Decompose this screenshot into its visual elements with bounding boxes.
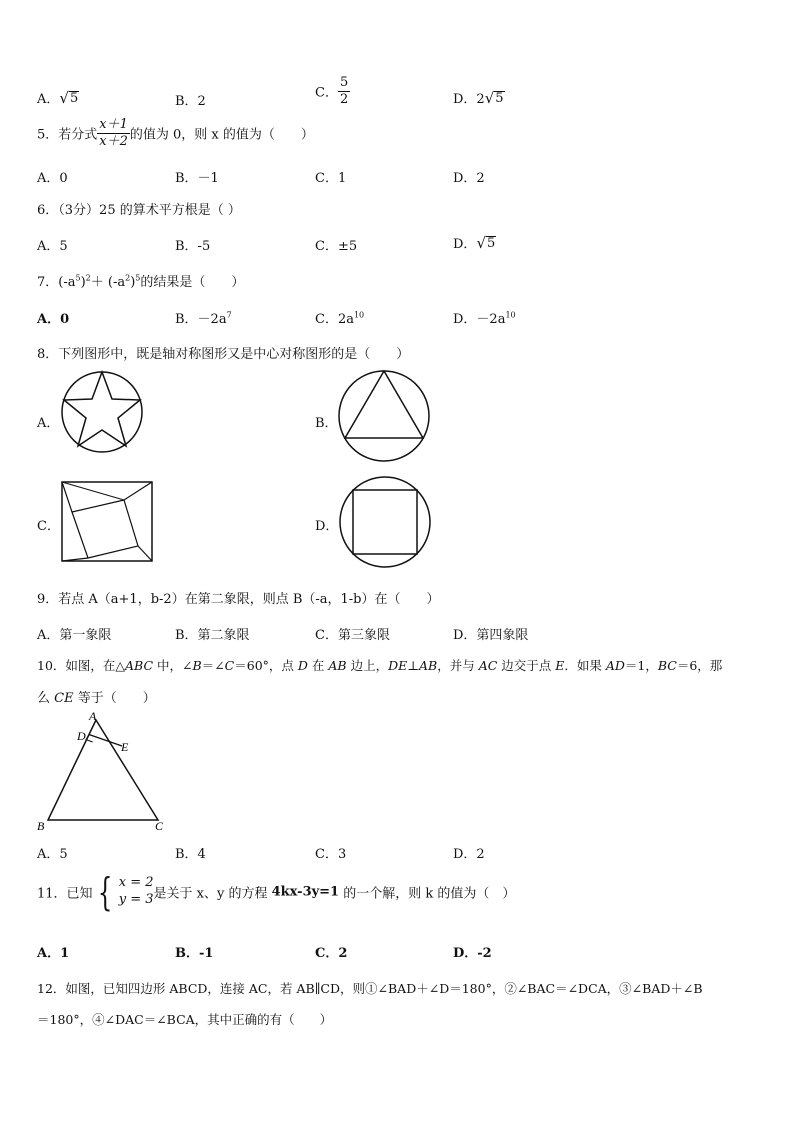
q8-stem: 8．下列图形中，既是轴对称图形又是中心对称图形的是（ ） [37, 347, 410, 362]
q8-option-d-label[interactable]: D． [315, 519, 339, 534]
q10-option-d[interactable]: D．2 [453, 847, 485, 862]
q6-stem: 6．（3分）25 的算术平方根是（ ） [37, 203, 241, 218]
label-b: B [37, 819, 45, 833]
triangle-abc-figure [34, 708, 174, 836]
q5-fraction: $\frac{x+1}{x+2}$ [99, 117, 128, 149]
q8-option-c-label[interactable]: C． [37, 519, 60, 534]
circle-square-figure[interactable] [337, 474, 433, 570]
q9-option-d[interactable]: D．第四象限 [453, 628, 529, 643]
q4-option-a-label: A． [37, 92, 60, 107]
q6-option-b[interactable]: B．-5 [175, 239, 211, 254]
label-c: C [155, 819, 164, 833]
q4-option-a[interactable] [37, 88, 79, 107]
q4-option-c-label: C． [315, 85, 338, 101]
q10-option-b[interactable]: B．4 [175, 847, 206, 862]
q4-option-d-label: D．2 [453, 92, 485, 107]
q11-stem: 11．已知 { x = 2 y = 3 是关于 x、y 的方程 4kx-3y=1 的一个解，则 k 的值为（ ） [37, 870, 516, 914]
q10-stem-line1: 10．如图，在△ABC 中，∠B＝∠C＝60°，点 D 在 AB 边上，DE⊥AB，并与 AC 边交于点 E．如果 AD＝1，BC＝6，那 [37, 658, 723, 673]
square-pinwheel-figure[interactable] [60, 480, 156, 564]
q8-option-a-label[interactable]: A． [37, 416, 60, 431]
q5-option-c[interactable]: C．1 [315, 171, 347, 186]
sqrt-symbol: √ 5 [484, 89, 504, 107]
triangle-abc [48, 720, 158, 820]
q10-stem-line2: 么 CE 等于（ ） [37, 691, 156, 706]
q11-option-c[interactable]: C．2 [315, 946, 348, 961]
sqrt-symbol: √ 5 [59, 89, 79, 107]
q5-option-a[interactable]: A．0 [37, 171, 68, 186]
label-a: A [89, 709, 97, 723]
q9-option-b[interactable]: B．第二象限 [175, 628, 250, 643]
q4-option-c-fraction: $\frac{5}{2}$ [339, 75, 349, 107]
q11-option-a[interactable]: A．1 [37, 946, 70, 961]
q5-stem: 5．若分式 $\frac{x+1}{x+2}$ 的值为 0，则 x 的值为（ ） [37, 117, 314, 149]
circle-triangle-figure[interactable] [336, 368, 432, 466]
q5-option-d[interactable]: D．2 [453, 171, 485, 186]
q9-option-a[interactable]: A．第一象限 [37, 628, 112, 643]
q7-stem: 7．$(-a^5)^2+ (-a^2)^5$的结果是（ ） [37, 273, 245, 290]
q5-option-b[interactable]: B．－1 [175, 171, 219, 186]
q4-option-d[interactable] [453, 88, 505, 107]
sqrt-symbol: √ 5 [476, 234, 496, 252]
q10-option-a[interactable]: A．5 [37, 847, 68, 862]
label-d: D [77, 729, 86, 743]
q6-option-c[interactable]: C．±5 [315, 239, 358, 254]
q6-option-d[interactable] [453, 233, 496, 252]
q11-option-d[interactable]: D．-2 [453, 946, 492, 961]
q12-stem-line1: 12．如图，已知四边形 ABCD，连接 AC，若 AB∥CD，则①∠BAD＋∠D＝180°，②∠BAC＝∠DCA，③∠BAD＋∠B [37, 981, 703, 996]
q7-option-a[interactable]: A．0 [37, 312, 70, 327]
q9-stem: 9．若点 A（a+1，b-2）在第二象限，则点 B（-a，1-b）在（ ） [37, 592, 440, 607]
q10-option-c[interactable]: C．3 [315, 847, 347, 862]
q9-option-c[interactable]: C．第三象限 [315, 628, 390, 643]
circle-star-figure[interactable] [60, 366, 146, 456]
q8-option-b-label[interactable]: B． [315, 416, 338, 431]
q4-option-b[interactable]: B．2 [175, 94, 206, 109]
q12-stem-line2: ＝180°，④∠DAC＝∠BCA，其中正确的有（ ） [37, 1012, 333, 1027]
q6-option-d-label: D． [453, 237, 477, 252]
q11-option-b[interactable]: B．-1 [175, 946, 214, 961]
equation-system: { x = 2 y = 3 [97, 870, 154, 914]
q7-option-b[interactable]: B．$-2a^7$ [175, 310, 232, 327]
q7-option-c[interactable]: C．$2a^{10}$ [315, 310, 365, 327]
q4-option-c[interactable] [315, 76, 350, 106]
q6-option-a[interactable]: A．5 [37, 239, 68, 254]
q7-option-d[interactable]: D．$-2a^{10}$ [453, 310, 516, 327]
label-e: E [121, 740, 129, 754]
